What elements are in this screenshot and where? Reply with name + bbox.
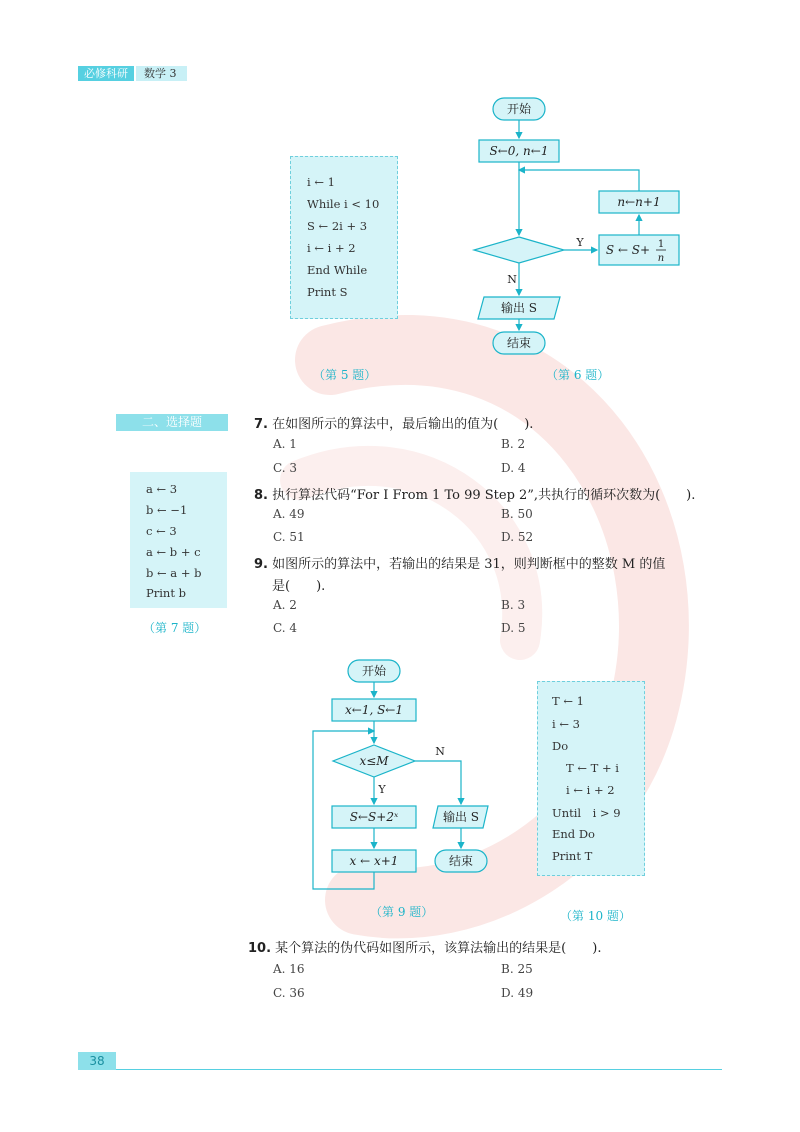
question-9-number: 9. [254, 557, 268, 572]
q7-option-d: D. 4 [501, 461, 526, 475]
fig9-output-label: 输出 S [442, 810, 480, 824]
fig6-output-label: 输出 S [500, 301, 538, 315]
fig10-line: Do [552, 739, 569, 753]
section-tag: 二、选择题 [116, 414, 228, 431]
question-10 [248, 937, 601, 956]
fig9-start-label: 开始 [361, 664, 387, 678]
fig5-line: S ← 2i + 3 [307, 219, 368, 233]
q10-option-c: C. 36 [273, 986, 305, 1000]
q8-option-d: D. 52 [501, 530, 534, 544]
fig6-flowchart [460, 92, 700, 358]
fig10-line: Print T [552, 849, 593, 863]
q8-option-c: C. 51 [273, 530, 305, 544]
book-tag: 必修科研 [78, 66, 134, 81]
q7-option-b: B. 2 [501, 437, 526, 451]
fig7-caption: （第 7 题） [143, 621, 207, 635]
question-7-text: 在如图所示的算法中，最后输出的值为( ). [272, 417, 534, 432]
fig6-start-label: 开始 [506, 102, 532, 116]
fig7-code-box [130, 472, 227, 608]
fig5-line: i ← 1 [307, 175, 335, 189]
question-8-text: 执行算法代码“For I From 1 To 99 Step 2”,共执行的循环次数为( ). [272, 488, 696, 503]
fig7-line: c ← 3 [146, 524, 177, 538]
fig9-incr-label: x ← x+1 [349, 854, 399, 868]
q8-option-b: B. 50 [501, 507, 533, 521]
fig10-line: End Do [552, 827, 595, 841]
fig6-no-label: N [507, 273, 517, 286]
fig5-line: i ← i + 2 [307, 241, 356, 255]
fig6-decision-diamond [474, 237, 564, 263]
fig5-caption: （第 5 题） [313, 368, 377, 382]
fig10-caption: （第 10 题） [560, 909, 631, 923]
fig5-line: Print S [307, 285, 348, 299]
fig6-frac-num: 1 [657, 239, 665, 250]
fig9-assign-label: S←S+2ˣ [349, 810, 399, 824]
q7-option-a: A. 1 [273, 437, 297, 451]
question-8-number: 8. [254, 488, 268, 503]
q9-option-c: C. 4 [273, 621, 298, 635]
fig6-caption: （第 6 题） [546, 368, 610, 382]
question-7-number: 7. [254, 417, 268, 432]
fig7-line: a ← 3 [146, 482, 178, 496]
fig6-assign-label: S ← S+ [605, 243, 651, 257]
fig10-line: T ← T + i [566, 761, 619, 775]
q9-option-a: A. 2 [273, 598, 297, 612]
question-9-text-line1: 如图所示的算法中，若输出的结果是 31，则判断框中的整数 M 的值 [272, 557, 666, 572]
fig9-flowchart [305, 656, 505, 896]
fig9-no-label: N [435, 745, 445, 758]
fig7-line: b ← a + b [146, 566, 202, 580]
book-title: 数学 3 [136, 66, 187, 81]
fig10-line: i ← 3 [552, 717, 580, 731]
question-9-text-line2: 是( ). [272, 579, 326, 594]
question-10-text: 某个算法的伪代码如图所示，该算法输出的结果是( ). [275, 941, 602, 956]
fig10-line: i ← i + 2 [566, 783, 615, 797]
question-9 [254, 553, 665, 572]
q7-option-c: C. 3 [273, 461, 298, 475]
question-8 [254, 484, 695, 503]
fig9-init-label: x←1, S←1 [345, 703, 403, 717]
fig7-line: a ← b + c [146, 545, 201, 559]
fig7-line: b ← −1 [146, 503, 188, 517]
question-7 [254, 413, 533, 432]
q9-option-b: B. 3 [501, 598, 526, 612]
fig6-yes-label: Y [576, 236, 584, 249]
fig9-end-label: 结束 [448, 854, 474, 868]
q9-option-d: D. 5 [501, 621, 526, 635]
q10-option-b: B. 25 [501, 962, 533, 976]
fig9-cond-label: x≤M [359, 754, 389, 768]
fig10-line: Until i > 9 [552, 806, 621, 820]
fig6-incr-label: n←n+1 [617, 195, 661, 209]
footer-rule [116, 1069, 722, 1070]
fig9-caption: （第 9 题） [370, 905, 434, 919]
fig10-line: T ← 1 [552, 694, 584, 708]
fig5-code-box [290, 156, 398, 319]
page-number: 38 [78, 1052, 116, 1070]
fig9-yes-label: Y [378, 783, 386, 796]
question-10-number: 10. [248, 941, 272, 956]
fig5-line: While i < 10 [307, 197, 380, 211]
q8-option-a: A. 49 [273, 507, 305, 521]
fig5-line: End While [307, 263, 368, 277]
fig7-line: Print b [146, 586, 186, 600]
fig6-init-label: S←0, n←1 [489, 144, 549, 158]
fig10-code-box [537, 681, 645, 876]
fig6-end-label: 结束 [506, 336, 532, 350]
page-header [78, 66, 187, 81]
fig6-frac-den: n [657, 253, 665, 264]
q10-option-a: A. 16 [273, 962, 305, 976]
q10-option-d: D. 49 [501, 986, 534, 1000]
